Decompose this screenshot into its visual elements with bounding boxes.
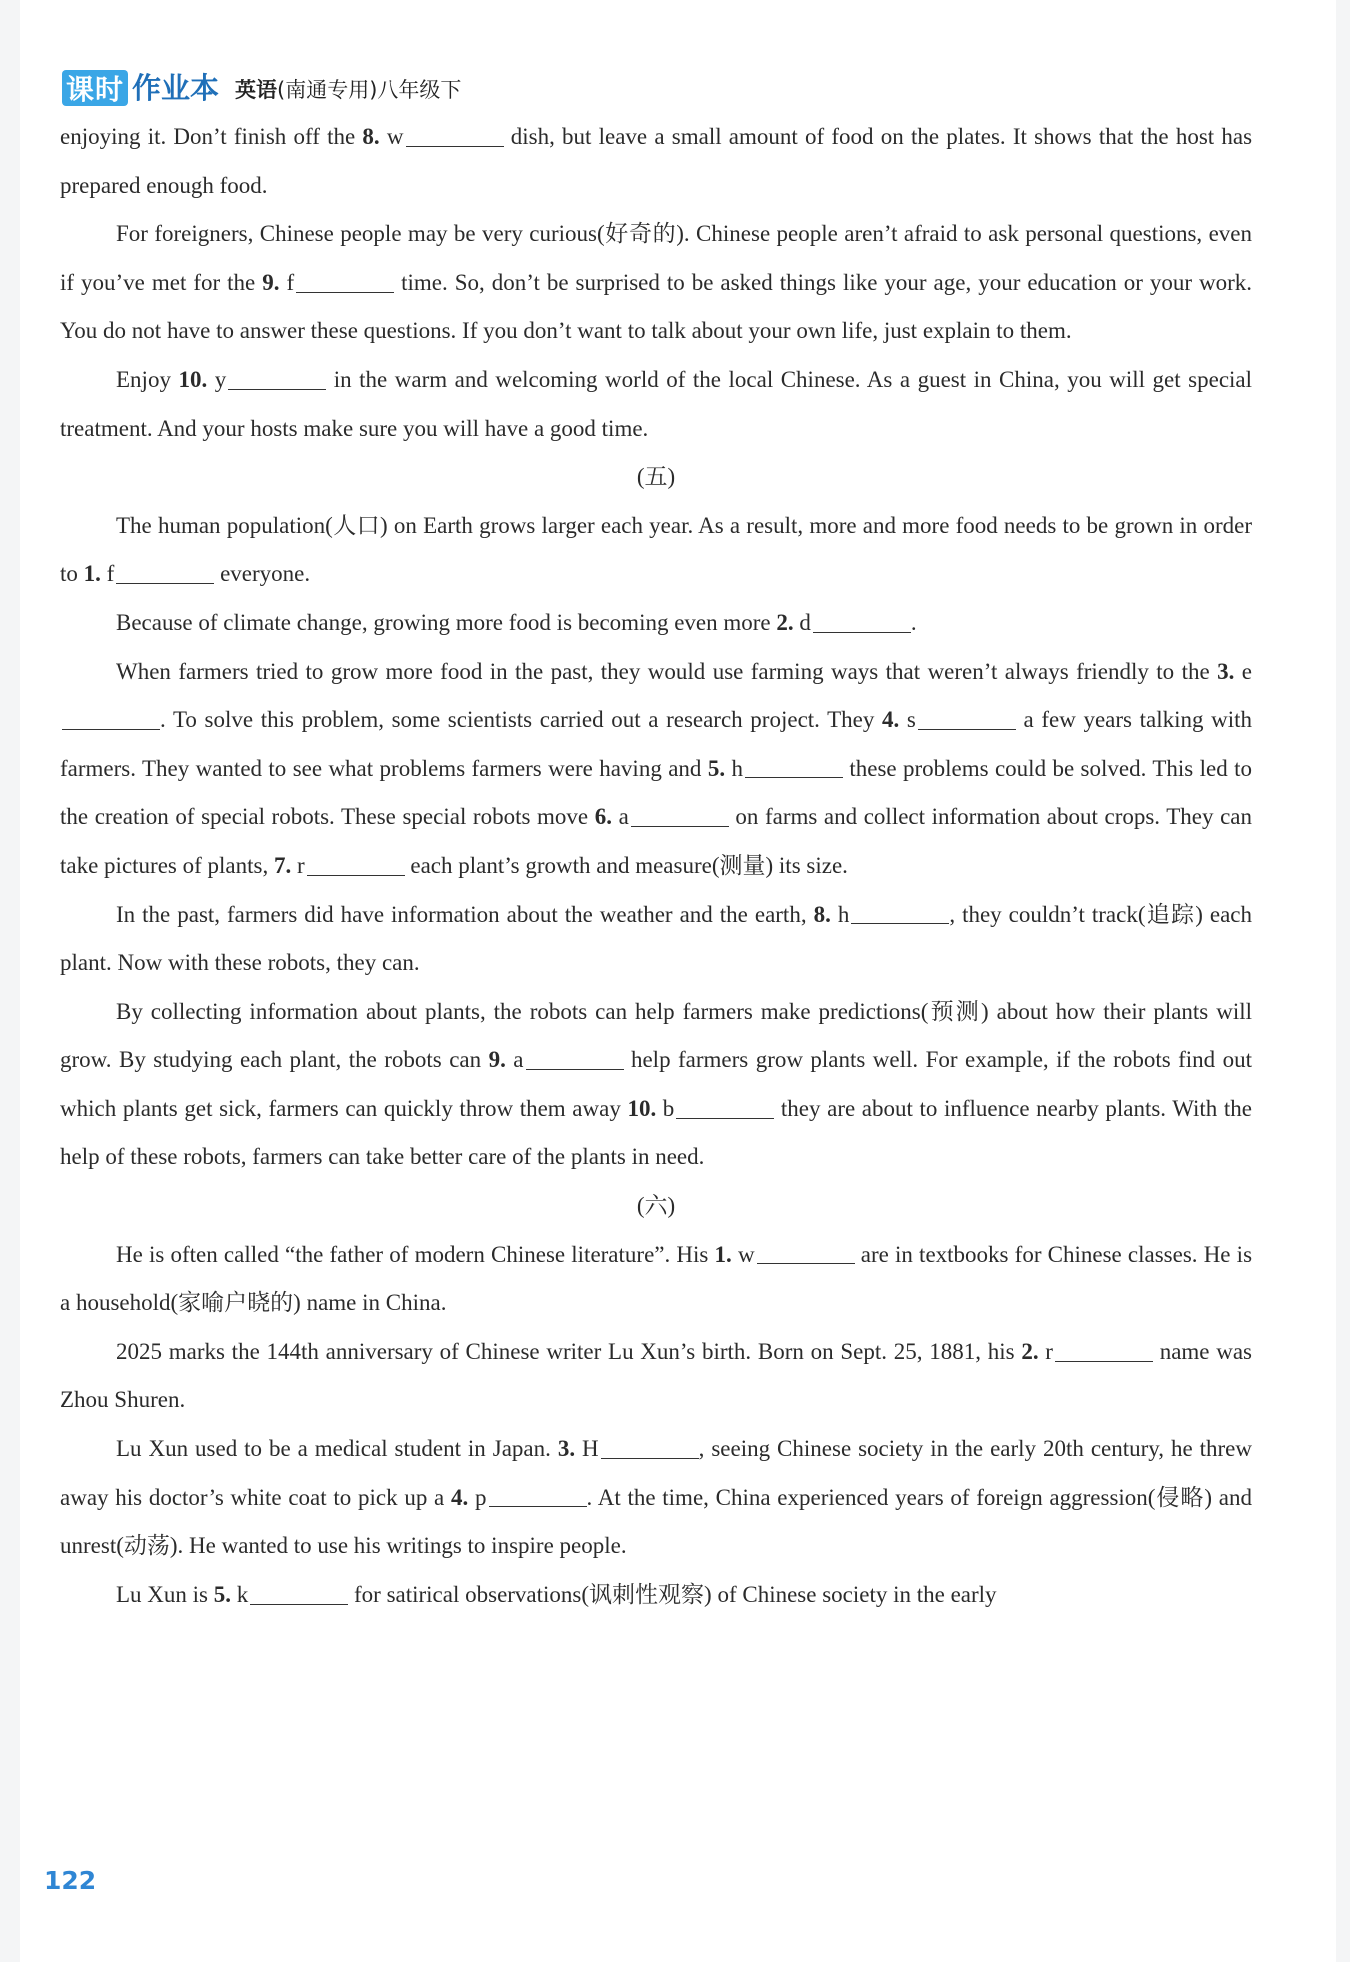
- logo-highlight: 课时: [62, 70, 128, 106]
- question-number: 2.: [776, 609, 794, 635]
- question-number: 1.: [83, 561, 101, 587]
- first-letter: e: [1241, 658, 1253, 684]
- answer-blank[interactable]: [813, 608, 911, 633]
- first-letter: w: [386, 124, 404, 149]
- question-number: 7.: [273, 852, 292, 878]
- paragraph: enjoying it. Don’t finish off the 8. w dish, but leave a small amount of food on the plates. It shows that the host has prepared enough food.: [60, 113, 1252, 210]
- question-number: 6.: [594, 804, 612, 830]
- page-number: 122: [44, 1866, 97, 1895]
- first-letter: w: [737, 1241, 755, 1267]
- answer-blank[interactable]: [526, 1045, 624, 1070]
- question-number: 2.: [1021, 1338, 1039, 1364]
- paragraph: The human population(人口) on Earth grows larger each year. As a result, more and more food needs to be grown in order to 1. f everyone.: [60, 512, 1252, 587]
- answer-blank[interactable]: [918, 705, 1016, 730]
- answer-blank[interactable]: [851, 899, 949, 924]
- page-header: [62, 62, 461, 106]
- first-letter: p: [475, 1484, 487, 1510]
- question-number: 3.: [557, 1436, 576, 1462]
- answer-blank[interactable]: [757, 1239, 855, 1264]
- answer-blank[interactable]: [676, 1093, 774, 1118]
- first-letter: a: [618, 804, 629, 830]
- first-letter: k: [236, 1581, 249, 1607]
- answer-blank[interactable]: [1055, 1336, 1153, 1361]
- answer-blank[interactable]: [745, 753, 843, 778]
- paragraph: When farmers tried to grow more food in the past, they would use farming ways that weren’t always friendly to the 3. e. To solve this problem, some scientists carried out a research project. They 4. s a few years talking with farmers. They wanted to see what problems farmers were having and 5. h these problems could be solved. This led to the creation of special robots. These special robots move 6. a on farms and collect information about crops. They can take pictures of plants, 7. r each plant’s growth and measure(测量) its size.: [60, 658, 1253, 878]
- logo-text: 作业本: [132, 71, 220, 105]
- first-letter: d: [799, 609, 811, 635]
- paragraph: Enjoy 10. y in the warm and welcoming world of the local Chinese. As a guest in China, you will get special treatment. And your hosts make sure you will have a good time.: [60, 356, 1252, 453]
- question-number: 8.: [813, 901, 831, 927]
- exercise-text: [60, 113, 1252, 1619]
- first-letter: r: [296, 852, 305, 878]
- paragraph: In the past, farmers did have information about the weather and the earth, 8. h , they couldn’t track(追踪) each plant. Now with these robots, they can.: [60, 891, 1252, 988]
- paragraph: By collecting information about plants, the robots can help farmers make predictions(预测) about how their plants will grow. By studying each plant, the robots can 9. a help farmers grow plants well. For example, if the robots find out which plants get sick, farmers can quickly throw them away 10. b they are about to influence nearby plants. With the help of these robots, farmers can take better care of the plants in need.: [60, 998, 1253, 1170]
- subject-label: [235, 74, 461, 104]
- paragraph: 2025 marks the 144th anniversary of Chinese writer Lu Xun’s birth. Born on Sept. 25, 1881, his 2. r name was Zhou Shuren.: [60, 1328, 1252, 1425]
- question-number: 9.: [488, 1047, 506, 1073]
- question-number: 3.: [1217, 658, 1235, 684]
- answer-blank[interactable]: [307, 851, 405, 876]
- section-heading: (六): [636, 1193, 676, 1219]
- question-number: 10.: [627, 1095, 657, 1121]
- first-letter: a: [513, 1047, 524, 1073]
- first-letter: h: [837, 901, 850, 927]
- paragraph: He is often called “the father of modern Chinese literature”. His 1. w are in textbooks for Chinese classes. He is a household(家喻户晓的) name in China.: [60, 1231, 1252, 1328]
- question-number: 4.: [451, 1484, 469, 1510]
- first-letter: H: [582, 1436, 599, 1462]
- answer-blank[interactable]: [116, 559, 214, 584]
- page-edge-right: [1336, 0, 1350, 1962]
- answer-blank[interactable]: [296, 267, 394, 292]
- paragraph: For foreigners, Chinese people may be very curious(好奇的). Chinese people aren’t afraid to ask personal questions, even if you’ve met for the 9. f time. So, don’t be surprised to be asked things like your age, your education or your work. You do not have to answer these questions. If you don’t want to talk about your own life, just explain to them.: [60, 221, 1253, 344]
- first-letter: y: [214, 366, 227, 392]
- question-number: 5.: [707, 755, 726, 781]
- subject-name: 英语: [235, 78, 278, 102]
- question-number: 10.: [178, 366, 208, 392]
- edition-label: (南通专用): [277, 78, 378, 102]
- first-letter: s: [906, 707, 916, 733]
- paragraph: Lu Xun is 5. k for satirical observations(讽刺性观察) of Chinese society in the early: [60, 1571, 1252, 1620]
- answer-blank[interactable]: [250, 1579, 348, 1604]
- first-letter: b: [662, 1095, 675, 1121]
- paragraph: Lu Xun used to be a medical student in Japan. 3. H , seeing Chinese society in the early 20th century, he threw away his doctor’s white coat to pick up a 4. p . At the time, China experienced years of foreign aggression(侵略) and unrest(动荡). He wanted to use his writings to inspire people.: [60, 1425, 1252, 1571]
- paragraph: Because of climate change, growing more food is becoming even more 2. d .: [60, 599, 1252, 648]
- answer-blank[interactable]: [601, 1434, 699, 1459]
- question-number: 1.: [714, 1241, 732, 1267]
- answer-blank[interactable]: [406, 122, 504, 147]
- page-edge-left: [0, 0, 20, 1962]
- question-number: 5.: [213, 1581, 231, 1607]
- first-letter: f: [106, 561, 115, 587]
- question-number: 8.: [362, 124, 380, 149]
- question-number: 4.: [882, 707, 900, 733]
- section-heading: (五): [636, 464, 676, 490]
- answer-blank[interactable]: [489, 1482, 587, 1507]
- first-letter: r: [1045, 1338, 1053, 1364]
- question-number: 9.: [262, 269, 280, 295]
- first-letter: h: [731, 755, 743, 781]
- answer-blank[interactable]: [631, 802, 729, 827]
- answer-blank[interactable]: [228, 365, 326, 390]
- first-letter: f: [286, 269, 295, 295]
- answer-blank[interactable]: [62, 705, 160, 730]
- grade-label: 八年级下: [377, 78, 462, 102]
